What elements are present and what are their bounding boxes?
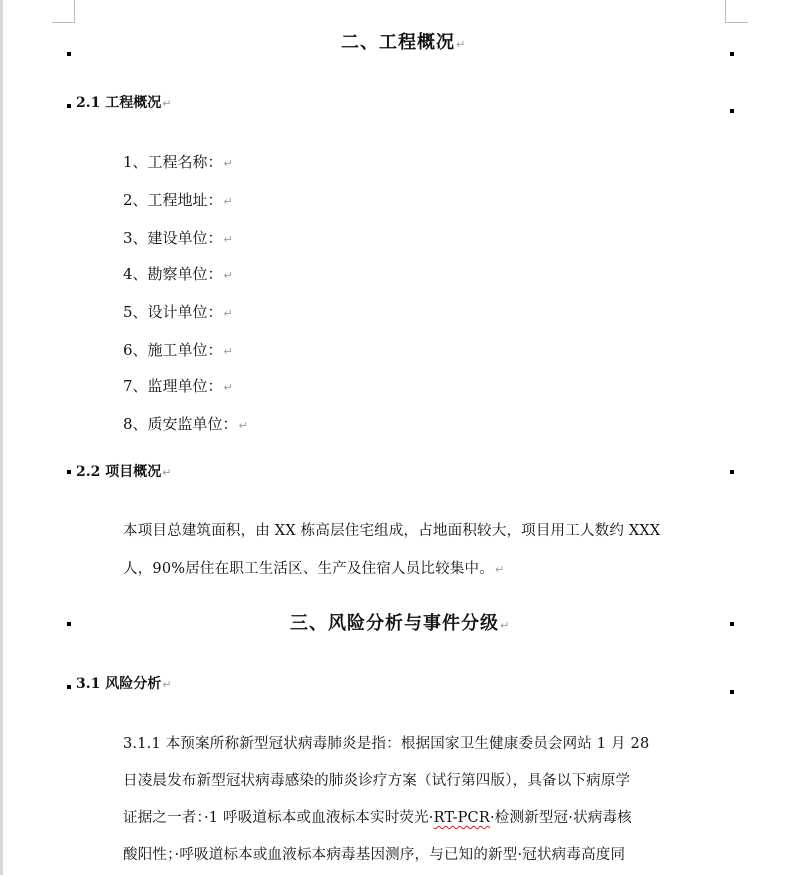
margin-mark <box>730 690 734 694</box>
body-text: 证据之一者：·1 呼吸道标本或血液标本实时荧光· <box>123 810 434 826</box>
list-item[interactable] <box>123 152 233 174</box>
margin-mark <box>67 52 71 56</box>
paragraph-mark-icon: ↵ <box>494 563 505 576</box>
margin-mark <box>730 52 734 56</box>
paragraph-mark-icon: ↵ <box>500 619 511 632</box>
margin-mark <box>67 685 71 689</box>
crop-mark-top-left <box>52 0 75 23</box>
margin-mark <box>67 622 71 626</box>
list-item[interactable] <box>123 376 233 398</box>
paragraph-mark-icon: ↵ <box>456 38 467 51</box>
subsection-heading-text: 2.1 工程概况 <box>76 95 162 111</box>
list-item[interactable] <box>123 264 233 286</box>
body-paragraph-line[interactable] <box>123 521 660 541</box>
body-paragraph-line[interactable] <box>123 808 632 828</box>
paragraph-mark-icon: ↵ <box>223 381 233 394</box>
list-item[interactable] <box>123 302 233 324</box>
list-item-text: 7、监理单位： <box>123 377 223 395</box>
list-item-text: 6、施工单位： <box>123 341 223 359</box>
paragraph-mark-icon: ↵ <box>162 678 172 691</box>
body-text: 人，90%居住在职工生活区、生产及住宿人员比较集中。 <box>123 561 494 577</box>
body-paragraph-line[interactable] <box>123 734 649 754</box>
margin-mark <box>730 622 734 626</box>
subsection-heading[interactable] <box>76 674 171 695</box>
section-title-text: 三、风险分析与事件分级 <box>290 613 499 634</box>
body-paragraph-line[interactable] <box>123 845 625 865</box>
margin-mark <box>730 109 734 113</box>
margin-mark <box>67 104 71 108</box>
body-text: 日凌晨发布新型冠状病毒感染的肺炎诊疗方案（试行第四版），具备以下病原学 <box>123 773 631 789</box>
paragraph-mark-icon: ↵ <box>162 466 172 479</box>
paragraph-mark-icon: ↵ <box>223 195 233 208</box>
body-text: 酸阳性；·呼吸道标本或血液标本病毒基因测序，与已知的新型·冠状病毒高度同 <box>123 847 626 863</box>
body-text: 3.1.1 本预案所称新型冠状病毒肺炎是指：根据国家卫生健康委员会网站 1 月 28 <box>123 736 650 752</box>
list-item[interactable] <box>123 190 233 212</box>
list-item-text: 1、工程名称： <box>123 153 223 171</box>
body-text: ·检测新型冠·状病毒核 <box>489 810 632 826</box>
body-text: 本项目总建筑面积，由 XX 栋高层住宅组成，占地面积较大，项目用工人数约 XXX <box>123 523 661 539</box>
margin-mark <box>730 470 734 474</box>
list-item-text: 4、勘察单位： <box>123 265 223 283</box>
page-left-edge <box>0 0 3 875</box>
body-paragraph-line[interactable] <box>123 559 504 580</box>
section-title[interactable] <box>290 612 510 638</box>
section-title-text: 二、工程概况 <box>341 32 455 53</box>
spellcheck-flagged-text[interactable]: RT-PCR <box>433 810 490 826</box>
paragraph-mark-icon: ↵ <box>223 345 233 358</box>
list-item-text: 5、设计单位： <box>123 303 223 321</box>
list-item-text: 8、质安监单位： <box>123 415 238 433</box>
body-paragraph-line[interactable] <box>123 771 630 791</box>
section-title[interactable] <box>341 31 466 57</box>
list-item[interactable] <box>123 228 233 250</box>
list-item[interactable] <box>123 340 233 362</box>
subsection-heading[interactable] <box>76 462 171 483</box>
subsection-heading-text: 2.2 项目概况 <box>76 464 162 480</box>
paragraph-mark-icon: ↵ <box>223 307 233 320</box>
subsection-heading-text: 3.1 风险分析 <box>76 676 162 692</box>
paragraph-mark-icon: ↵ <box>223 157 233 170</box>
subsection-heading[interactable] <box>76 93 171 114</box>
paragraph-mark-icon: ↵ <box>223 269 233 282</box>
list-item-text: 2、工程地址： <box>123 191 223 209</box>
paragraph-mark-icon: ↵ <box>238 419 248 432</box>
paragraph-mark-icon: ↵ <box>223 233 233 246</box>
list-item-text: 3、建设单位： <box>123 229 223 247</box>
paragraph-mark-icon: ↵ <box>162 97 172 110</box>
margin-mark <box>67 470 71 474</box>
crop-mark-top-right <box>725 0 748 23</box>
list-item[interactable] <box>123 414 248 436</box>
